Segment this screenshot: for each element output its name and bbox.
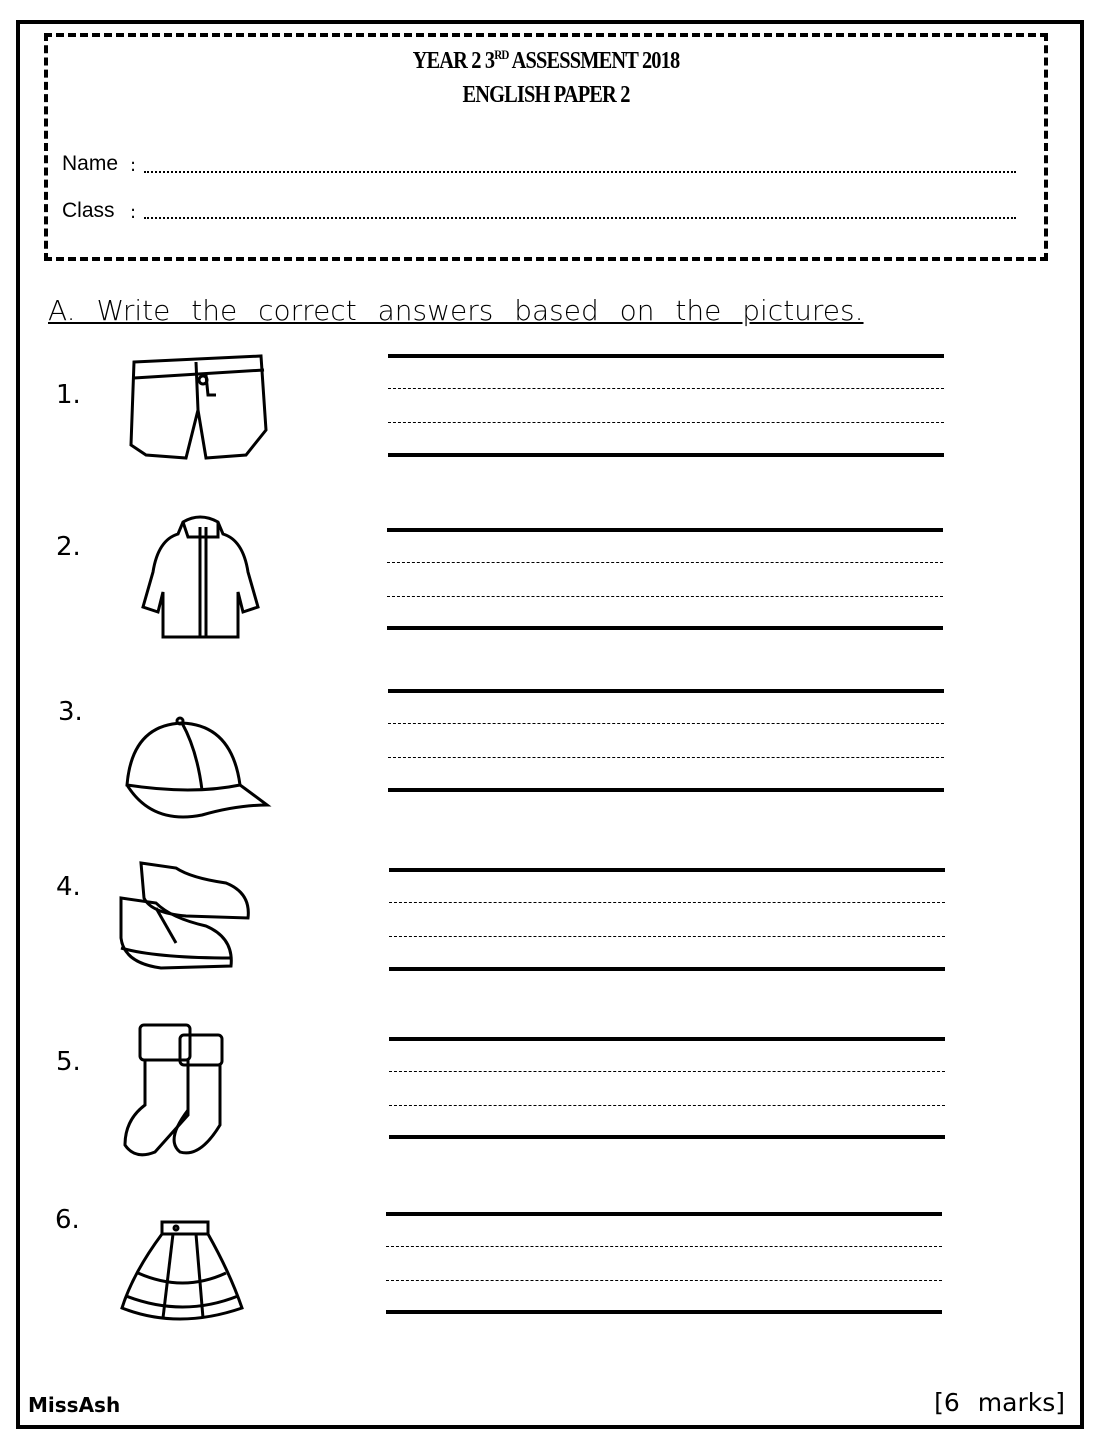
answer-lines-3[interactable]: [388, 689, 944, 789]
section-instruction: A. Write the correct answers based on the pictures.: [48, 294, 864, 327]
socks-picture: [120, 1020, 230, 1160]
answer-lines-6[interactable]: [386, 1212, 942, 1312]
jacket-picture: [138, 512, 263, 642]
answer-lines-4[interactable]: [389, 868, 945, 968]
question-number: 4.: [56, 872, 81, 902]
title-superscript: RD: [494, 47, 509, 62]
title-text: YEAR 2 3: [412, 48, 495, 74]
answer-lines-5[interactable]: [389, 1037, 945, 1137]
shorts-picture: [126, 350, 281, 465]
question-number: 1.: [56, 380, 81, 410]
class-label: Class: [62, 199, 115, 222]
paper-subtitle: ENGLISH PAPER 2: [462, 82, 630, 108]
question-number: 5.: [56, 1047, 81, 1077]
skirt-picture: [118, 1218, 246, 1330]
class-colon: :: [130, 202, 137, 223]
class-input-line[interactable]: [144, 217, 1016, 219]
author-signature: MissAsh: [28, 1393, 121, 1417]
name-colon: :: [130, 155, 137, 176]
assessment-title: [123, 47, 970, 75]
question-number: 6.: [55, 1205, 80, 1235]
name-label: Name: [62, 152, 119, 175]
answer-lines-1[interactable]: [388, 354, 944, 454]
answer-lines-2[interactable]: [387, 528, 943, 628]
marks-total: [6 marks]: [934, 1388, 1065, 1417]
shoes-picture: [116, 858, 256, 976]
name-input-line[interactable]: [144, 171, 1016, 173]
cap-picture: [122, 715, 272, 825]
question-number: 3.: [58, 697, 83, 727]
header-box: [44, 33, 1048, 261]
question-number: 2.: [56, 532, 81, 562]
title-text-suffix: ASSESSMENT 2018: [508, 48, 680, 74]
